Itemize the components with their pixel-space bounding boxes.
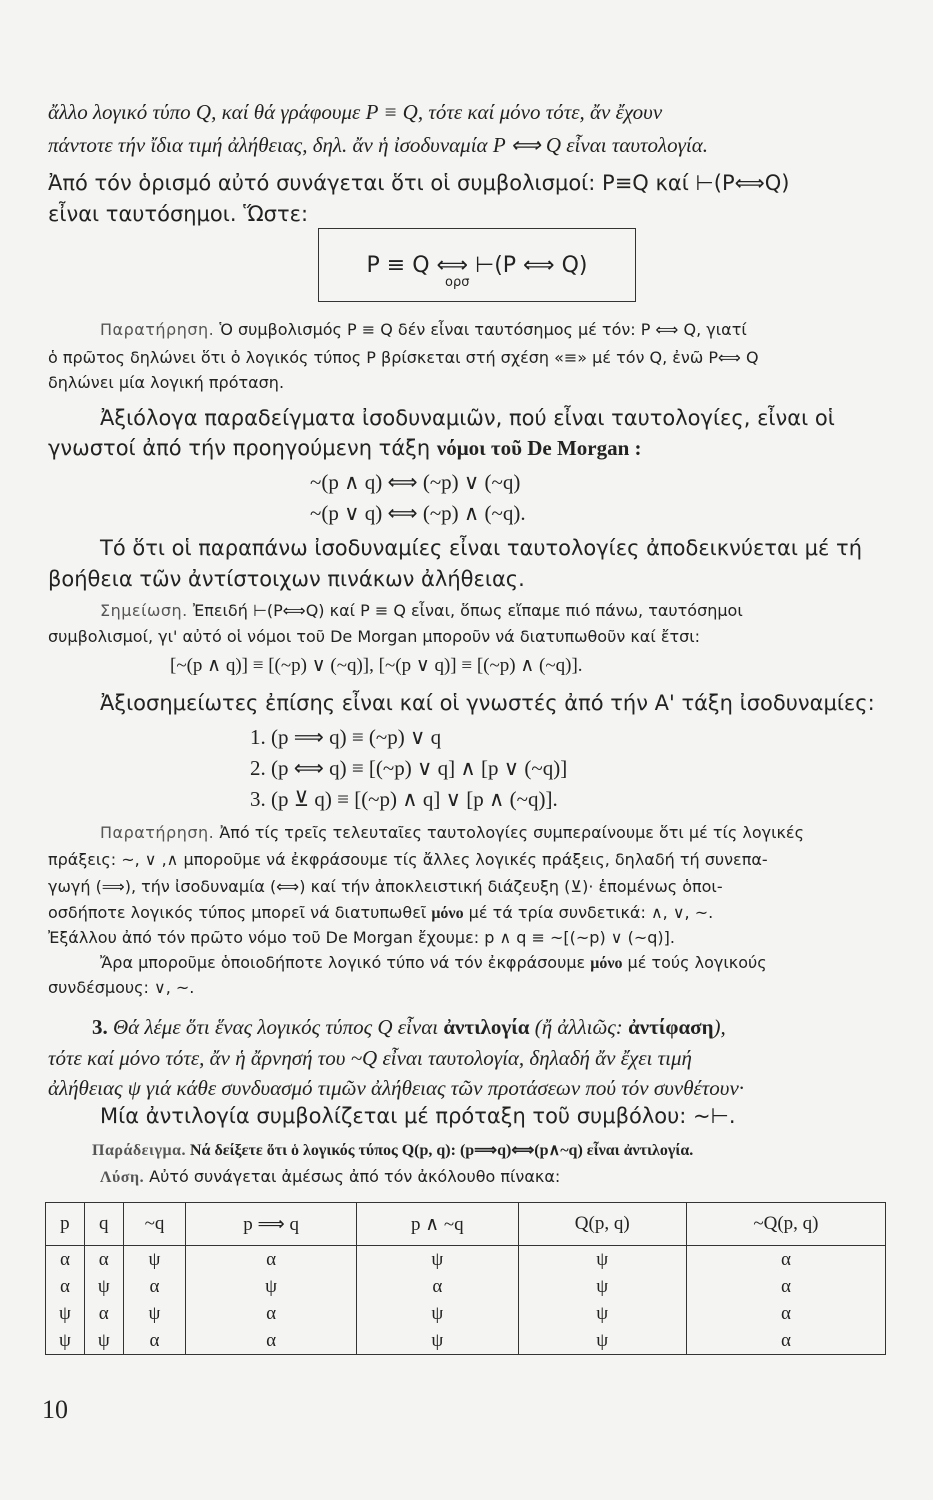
solution-text: Αὐτό συνάγεται ἀμέσως ἀπό τόν ἀκόλουθο πίνακα: [149, 1167, 561, 1186]
example-label: Παράδειγμα. [92, 1142, 186, 1159]
table-cell: ψ [46, 1327, 85, 1355]
term-antifasi: ἀντίφαση [628, 1015, 714, 1039]
table-cell: α [186, 1300, 357, 1327]
table-cell: ψ [518, 1246, 686, 1274]
table-cell: α [686, 1327, 885, 1355]
remark-text: μέ τούς λογικούς [622, 953, 767, 972]
remark-text: πράξεις: ~, ∨ ,∧ μποροῦμε νά ἐκφράσουμε τίς ἄλλες λογικές πράξεις, δηλαδή τή συνεπα- [48, 850, 768, 869]
text-line: Μία ἀντιλογία συμβολίζεται μέ πρόταξη τοῦ συμβόλου: ~⊢. [100, 1104, 736, 1128]
col-header: ~Q(p, q) [686, 1203, 885, 1246]
remark-text: μέ τά τρία συνδετικά: ∧, ∨, ~. [463, 903, 714, 922]
demorgan-heading: νόμοι τοῦ De Morgan : [436, 436, 642, 460]
page-number: 10 [42, 1395, 68, 1424]
text-line: Ἀξιοσημείωτες ἐπίσης εἶναι καί οἱ γνωστές ἀπό τήν Α' τάξη ἰσοδυναμίες: [100, 691, 875, 715]
term-antilogia: ἀντιλογία [443, 1015, 530, 1039]
table-cell: α [46, 1273, 85, 1300]
remark-label: Παρατήρηση. [100, 320, 215, 339]
definition-subscript: ορσ [445, 275, 470, 290]
demorgan-formula: ~(p ∨ q) ⟺ (~p) ∧ (~q). [310, 501, 526, 525]
table-cell: α [686, 1273, 885, 1300]
table-cell: ψ [518, 1300, 686, 1327]
example-text: Νά δείξετε ὅτι ὁ λογικός τύπος Q(p, q): (p⟹q)⟺(p∧~q) εἶναι ἀντιλογία. [189, 1142, 694, 1159]
solution-label: Λύση. [100, 1169, 145, 1186]
note-label: Σημείωση. [100, 601, 188, 620]
col-header: Q(p, q) [518, 1203, 686, 1246]
text-line: Τό ὅτι οἱ παραπάνω ἰσοδυναμίες εἶναι ταυτολογίες ἀποδεικνύεται μέ τή [100, 536, 862, 560]
definition-box [318, 228, 636, 302]
text-line: ἄλλο λογικό τύπο Q, καί θά γράφουμε P ≡ Q, τότε καί μόνο τότε, ἄν ἔχουν [48, 100, 663, 124]
definition-text: ἀλήθειας ψ γιά κάθε συνδυασμό τιμῶν ἀλήθειας τῶν προτάσεων πού τόν συνθέτουν· [48, 1076, 745, 1100]
col-header: p ⟹ q [186, 1203, 357, 1246]
remark-text: Ὁ συμβολισμός P ≡ Q δέν εἶναι ταυτόσημος μέ τόν: P ⟺ Q, γιατί [219, 320, 747, 339]
table-cell: ψ [186, 1273, 357, 1300]
remark-text: Ἀπό τίς τρεῖς τελευταῖες ταυτολογίες συμπεραίνουμε ὅτι μέ τίς λογικές [219, 823, 804, 842]
table-cell: ψ [84, 1273, 123, 1300]
table-row [46, 1273, 886, 1300]
remark-text: Ἐξάλλου ἀπό τόν πρῶτο νόμο τοῦ De Morgan ἔχουμε: p ∧ q ≡ ~[(~p) ∨ (~q)]. [48, 928, 675, 947]
section-number: 3. [92, 1015, 108, 1039]
table-cell: α [686, 1246, 885, 1274]
equivalence-2: 2. (p ⟺ q) ≡ [(~p) ∨ q] ∧ [p ∨ (~q)] [250, 756, 568, 780]
table-cell: α [123, 1327, 186, 1355]
col-header: p [46, 1203, 85, 1246]
remark-label: Παρατήρηση. [100, 823, 215, 842]
remark-text: συνδέσμους: ∨, ~. [48, 978, 195, 997]
definition-text: (ἤ ἀλλιῶς: [529, 1015, 629, 1039]
table-cell: α [186, 1327, 357, 1355]
col-header: ~q [123, 1203, 186, 1246]
definition-text: Θά λέμε ὅτι ἕνας λογικός τύπος Q εἶναι [107, 1015, 444, 1039]
table-cell: α [84, 1300, 123, 1327]
remark-text: οσδήποτε λογικός τύπος μπορεῖ νά διατυπωθεῖ [48, 903, 432, 922]
table-cell: α [123, 1273, 186, 1300]
table-row [46, 1246, 886, 1274]
table-cell: ψ [357, 1327, 519, 1355]
table-cell: α [46, 1246, 85, 1274]
definition-formula: P ≡ Q ⟺ ⊢(P ⟺ Q) [366, 252, 588, 278]
col-header: p ∧ ~q [357, 1203, 519, 1246]
note-formula: [~(p ∧ q)] ≡ [(~p) ∨ (~q)], [~(p ∨ q)] ≡ [(~p) ∧ (~q)]. [170, 655, 583, 676]
equivalence-1: 1. (p ⟹ q) ≡ (~p) ∨ q [250, 725, 442, 749]
note-text: Ἐπειδή ⊢(P⟺Q) καί P ≡ Q εἶναι, ὅπως εἴπαμε πιό πάνω, ταυτόσημοι [192, 601, 743, 620]
table-row [46, 1327, 886, 1355]
text-line: Ἀξιόλογα παραδείγματα ἰσοδυναμιῶν, πού εἶναι ταυτολογίες, εἶναι οἱ [100, 406, 835, 430]
equivalence-3: 3. (p ⊻ q) ≡ [(~p) ∧ q] ∨ [p ∧ (~q)]. [250, 787, 558, 811]
remark-emphasis: μόνο [590, 955, 623, 972]
table-cell: α [84, 1246, 123, 1274]
table-cell: ψ [357, 1300, 519, 1327]
remark-text: ὁ πρῶτος δηλώνει ὅτι ὁ λογικός τύπος P βρίσκεται στή σχέση «≡» μέ τόν Q, ἐνῶ P⟺ Q [48, 348, 759, 367]
text-line: πάντοτε τήν ἴδια τιμή ἀλήθειας, δηλ. ἄν ἡ ἰσοδυναμία P ⟺ Q εἶναι ταυτολογία. [48, 133, 708, 157]
note-text: συμβολισμοί, γι' αὐτό οἱ νόμοι τοῦ De Morgan μποροῦν νά διατυπωθοῦν καί ἔτσι: [48, 627, 701, 646]
remark-text: δηλώνει μία λογική πρόταση. [48, 373, 285, 392]
table-cell: α [186, 1246, 357, 1274]
table-cell: ψ [518, 1273, 686, 1300]
table-header-row [46, 1203, 886, 1246]
table-cell: ψ [518, 1327, 686, 1355]
truth-table [45, 1202, 886, 1355]
table-cell: α [357, 1273, 519, 1300]
text-line: βοήθεια τῶν ἀντίστοιχων πινάκων ἀλήθειας. [48, 567, 525, 591]
table-cell: ψ [123, 1246, 186, 1274]
table-cell: ψ [123, 1300, 186, 1327]
table-cell: ψ [84, 1327, 123, 1355]
table-cell: ψ [46, 1300, 85, 1327]
demorgan-formula: ~(p ∧ q) ⟺ (~p) ∨ (~q) [310, 470, 521, 494]
table-cell: ψ [357, 1246, 519, 1274]
remark-text: Ἄρα μποροῦμε ὁποιοδήποτε λογικό τύπο νά τόν ἐκφράσουμε [100, 953, 591, 972]
text-line: εἶναι ταυτόσημοι. Ὥστε: [48, 202, 309, 226]
table-cell: α [686, 1300, 885, 1327]
text-line: Ἀπό τόν ὁρισμό αὐτό συνάγεται ὅτι οἱ συμβολισμοί: P≡Q καί ⊢(P⟺Q) [48, 171, 790, 195]
definition-text: ), [713, 1015, 726, 1039]
table-row [46, 1300, 886, 1327]
remark-emphasis: μόνο [431, 905, 464, 922]
remark-text: γωγή (⟹), τήν ἰσοδυναμία (⟺) καί τήν ἀποκλειστική διάζευξη (⊻)· ἑπομένως ὁποι- [48, 877, 723, 896]
col-header: q [84, 1203, 123, 1246]
definition-text: τότε καί μόνο τότε, ἄν ἡ ἄρνησή του ~Q εἶναι ταυτολογία, δηλαδή ἄν ἔχει τιμή [48, 1046, 692, 1070]
text-line: γνωστοί ἀπό τήν προηγούμενη τάξη [48, 436, 437, 460]
